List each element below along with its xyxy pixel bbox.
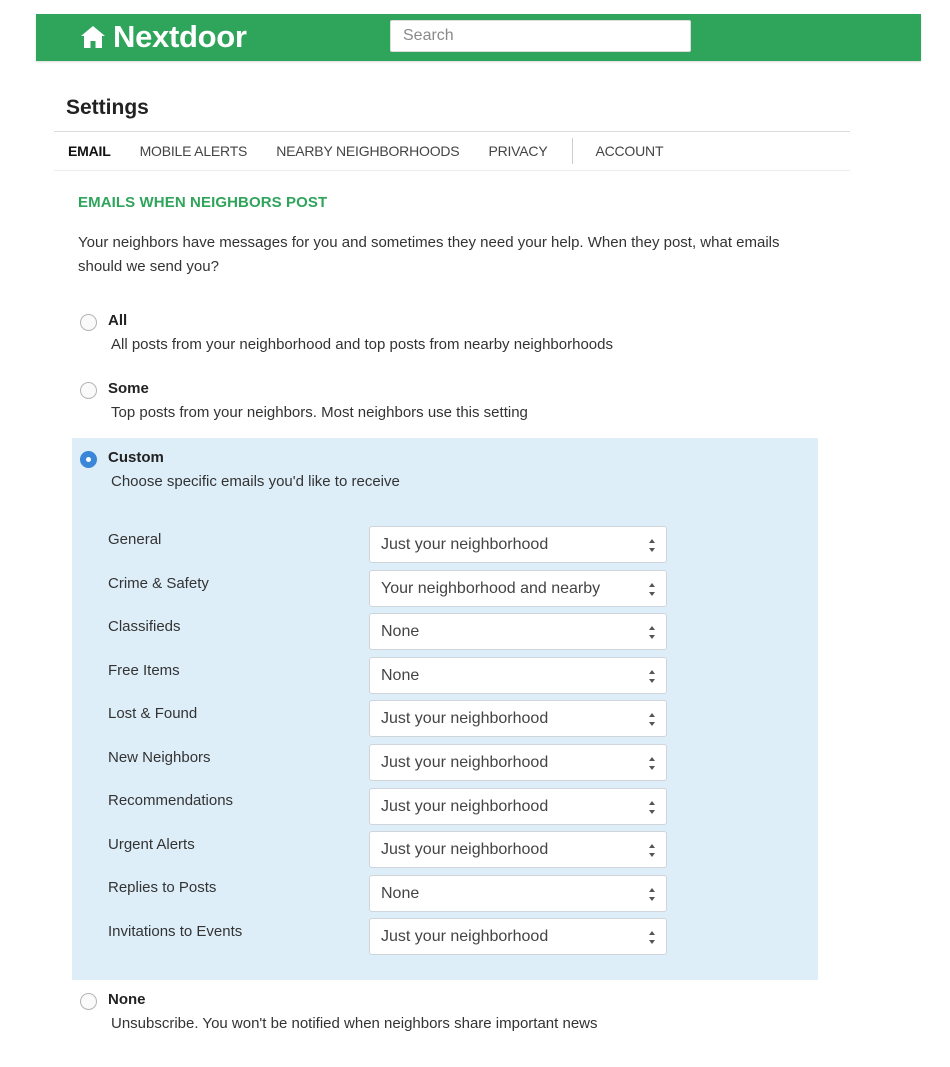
select-value: None xyxy=(381,622,420,640)
nextdoor-logo[interactable] xyxy=(80,19,247,55)
free-items-select[interactable] xyxy=(369,657,667,694)
option-title: Custom xyxy=(108,449,164,466)
general-select[interactable] xyxy=(369,526,667,563)
tab-email[interactable]: EMAIL xyxy=(68,143,111,159)
select-arrows-icon xyxy=(648,800,656,815)
select-arrows-icon xyxy=(648,712,656,727)
section-heading: EMAILS WHEN NEIGHBORS POST xyxy=(78,194,328,211)
select-arrows-icon xyxy=(648,930,656,945)
select-arrows-icon xyxy=(648,625,656,640)
option-description: Top posts from your neighbors. Most neighbors use this setting xyxy=(111,404,528,421)
option-title: Some xyxy=(108,380,149,397)
urgent-alerts-select[interactable] xyxy=(369,831,667,868)
custom-row-label: General xyxy=(108,531,162,548)
tab-account[interactable]: ACCOUNT xyxy=(595,143,664,159)
section-intro: Your neighbors have messages for you and sometimes they need your help. When they post, what emails should we send you? xyxy=(78,234,780,275)
page-title: Settings xyxy=(66,96,149,119)
tab-privacy[interactable]: PRIVACY xyxy=(488,143,548,159)
lost-found-select[interactable] xyxy=(369,700,667,737)
classifieds-select[interactable] xyxy=(369,613,667,650)
option-description: All posts from your neighborhood and top posts from nearby neighborhoods xyxy=(111,336,613,353)
custom-row-label: Invitations to Events xyxy=(108,923,243,940)
select-value: Just your neighborhood xyxy=(381,927,549,945)
radio-custom[interactable] xyxy=(80,451,97,468)
custom-row-label: New Neighbors xyxy=(108,749,211,766)
select-arrows-icon xyxy=(648,538,656,553)
custom-row-label: Classifieds xyxy=(108,618,181,635)
radio-none[interactable] xyxy=(80,993,97,1010)
option-description: Choose specific emails you'd like to receive xyxy=(111,473,400,490)
select-value: None xyxy=(381,884,420,902)
settings-tabs xyxy=(68,141,692,161)
invitations-to-events-select[interactable] xyxy=(369,918,667,955)
tabs-divider xyxy=(54,170,850,171)
custom-row-label: Free Items xyxy=(108,662,180,679)
radio-some[interactable] xyxy=(80,382,97,399)
search-input[interactable] xyxy=(390,20,691,52)
radio-all[interactable] xyxy=(80,314,97,331)
select-arrows-icon xyxy=(648,843,656,858)
select-value: Just your neighborhood xyxy=(381,840,549,858)
select-value: Just your neighborhood xyxy=(381,753,549,771)
custom-row-label: Replies to Posts xyxy=(108,879,217,896)
option-description: Unsubscribe. You won't be notified when neighbors share important news xyxy=(111,1015,598,1032)
house-icon xyxy=(80,25,106,49)
select-value: Your neighborhood and nearby xyxy=(381,579,601,597)
tab-mobile-alerts[interactable]: MOBILE ALERTS xyxy=(139,143,248,159)
option-title: All xyxy=(108,312,128,329)
title-divider xyxy=(54,131,850,132)
tab-nearby-neighborhoods[interactable]: NEARBY NEIGHBORHOODS xyxy=(276,143,460,159)
recommendations-select[interactable] xyxy=(369,788,667,825)
select-arrows-icon xyxy=(648,582,656,597)
custom-row-label: Urgent Alerts xyxy=(108,836,195,853)
crime-safety-select[interactable] xyxy=(369,570,667,607)
top-nav-bar xyxy=(36,14,921,61)
replies-to-posts-select[interactable] xyxy=(369,875,667,912)
new-neighbors-select[interactable] xyxy=(369,744,667,781)
select-value: Just your neighborhood xyxy=(381,797,549,815)
custom-row-label: Recommendations xyxy=(108,792,234,809)
select-arrows-icon xyxy=(648,756,656,771)
select-value: None xyxy=(381,666,420,684)
option-title: None xyxy=(108,991,146,1008)
select-arrows-icon xyxy=(648,887,656,902)
tab-divider xyxy=(572,138,573,164)
select-arrows-icon xyxy=(648,669,656,684)
custom-row-label: Lost & Found xyxy=(108,705,198,722)
custom-row-label: Crime & Safety xyxy=(108,575,209,592)
brand-name: Nextdoor xyxy=(113,19,247,54)
select-value: Just your neighborhood xyxy=(381,709,549,727)
select-value: Just your neighborhood xyxy=(381,535,549,553)
